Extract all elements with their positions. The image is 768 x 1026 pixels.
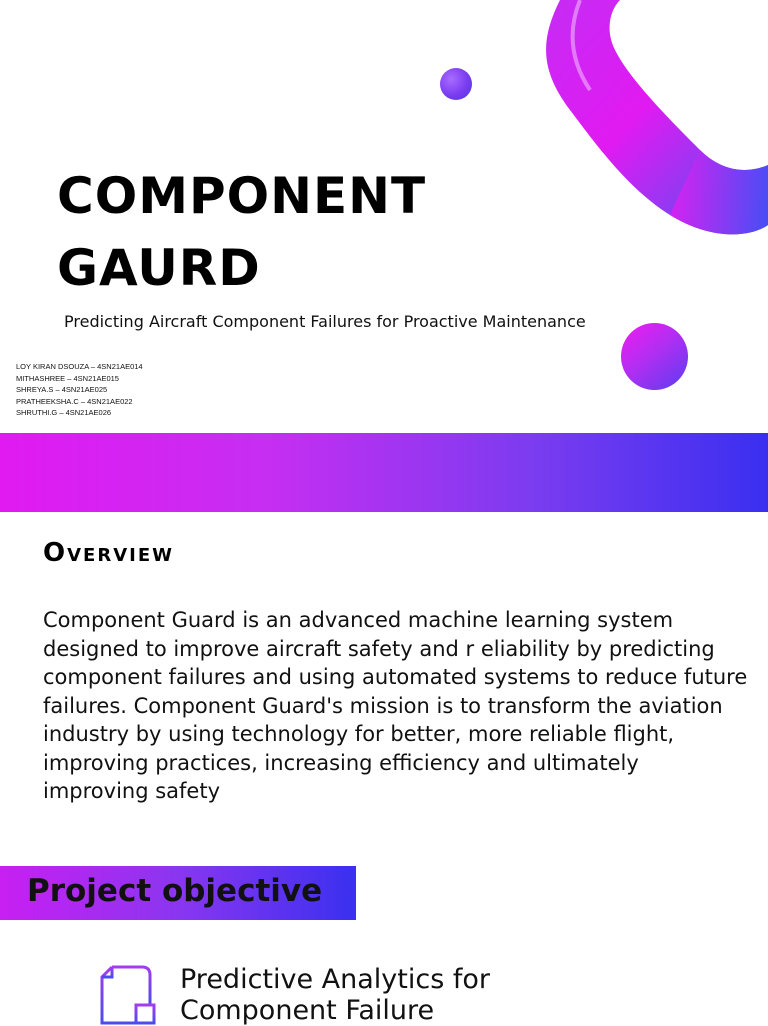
- overview-heading: Overview: [43, 538, 174, 568]
- overview-body: Component Guard is an advanced machine learning system designed to improve aircraft safety and r eliability by predicting component failures and using automated systems to reduce future failures. Component Guard's mission is to transform the aviation industry by using technology for better, more reliable flight, improving practices, increasing efficiency and ultimately improving safety: [43, 608, 748, 803]
- title-line-2: GAURD: [57, 239, 261, 297]
- title-line-1: COMPONENT: [57, 167, 427, 225]
- author-item: PRATHEEKSHA.C – 4SN21AE022: [16, 396, 133, 406]
- author-item: MITHASHREE – 4SN21AE015: [16, 373, 119, 383]
- objective-heading: Project objective: [27, 873, 323, 909]
- decorative-dot-small: [440, 68, 472, 100]
- objective-item-label: Predictive Analytics for Component Failure: [180, 964, 490, 1026]
- author-item: SHREYA.S – 4SN21AE025: [16, 385, 108, 394]
- page-subtitle: Predicting Aircraft Component Failures for Proactive Maintenance: [64, 312, 586, 331]
- page-title: [57, 160, 517, 304]
- decorative-ribbon: [520, 0, 768, 260]
- document-icon: [98, 965, 158, 1025]
- author-item: SHRUTHI.G – 4SN21AE026: [16, 408, 112, 417]
- author-item: LOY KIRAN DSOUZA – 4SN21AE014: [16, 362, 143, 371]
- author-list: [16, 361, 143, 419]
- decorative-dot-large: [621, 323, 688, 390]
- gradient-banner: [0, 433, 768, 512]
